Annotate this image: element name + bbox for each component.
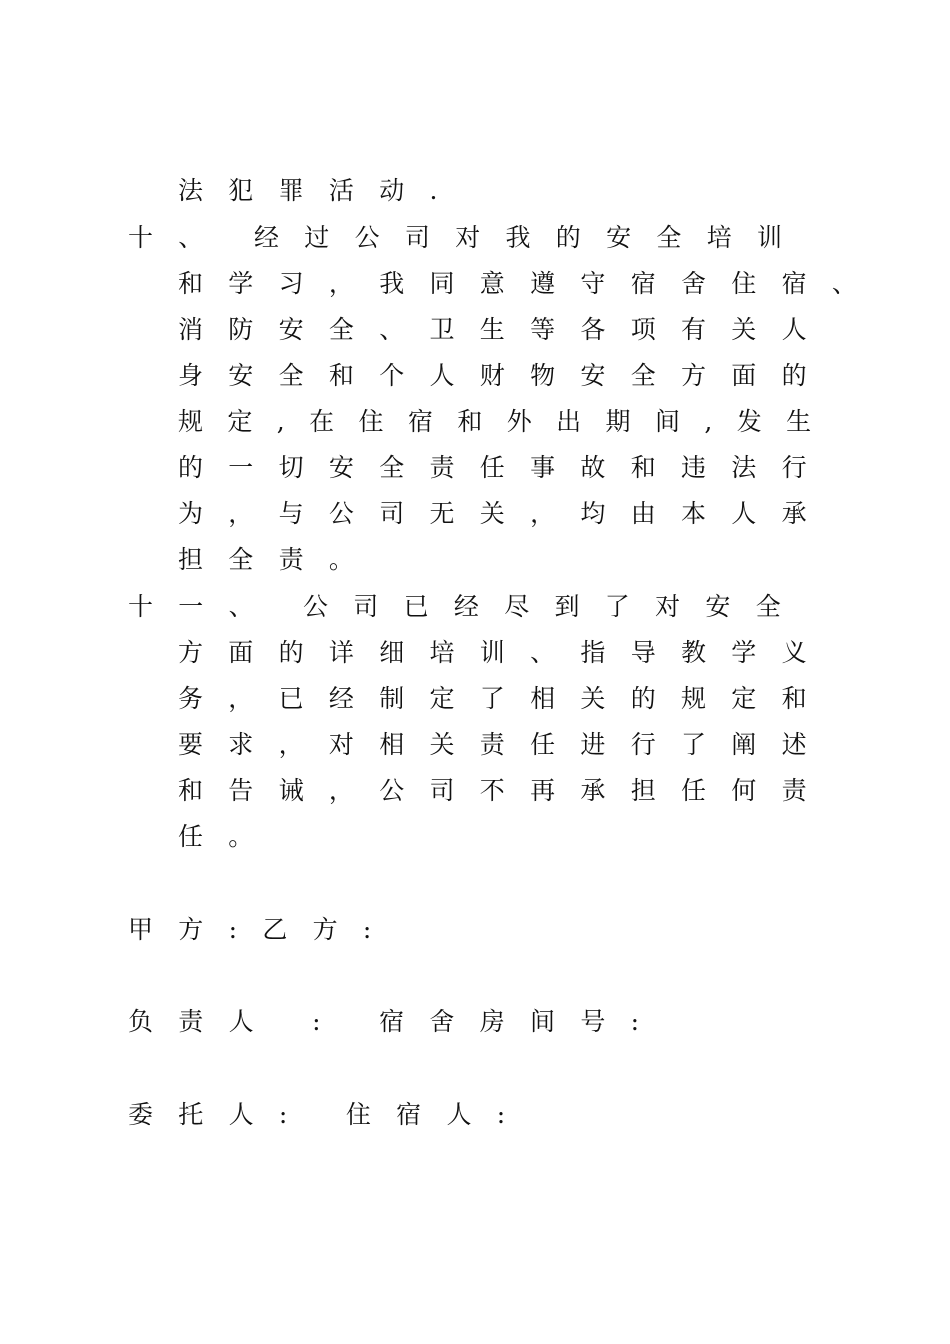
clause-ten-line-4: 身安全和个人财物安全方面的 <box>178 361 832 390</box>
clause-ten-line-2: 和学习，我同意遵守宿舍住宿、 <box>178 269 883 298</box>
clause-ten-line-1: 经过公司对我的安全培训 <box>254 223 808 252</box>
clause-eleven-line-6: 任。 <box>178 822 279 851</box>
clause-eleven-line-2: 方面的详细培训、指导教学义 <box>178 638 832 667</box>
responsible-person-line: 负责人 : 宿舍房间号: <box>128 1007 665 1036</box>
clause-eleven-line-3: 务，已经制定了相关的规定和 <box>178 684 832 713</box>
clause-ten-line-6: 的一切安全责任事故和违法行 <box>178 453 832 482</box>
clause-ten-number: 十、 <box>128 223 229 252</box>
paragraph-nine-end: 法犯罪活动. <box>178 176 463 205</box>
delegate-line: 委托人: 住宿人: <box>128 1100 531 1129</box>
clause-eleven-first-line <box>0 584 950 630</box>
clause-eleven-number: 十一、 <box>128 592 279 621</box>
clause-eleven-line-5: 和告诫，公司不再承担任何责 <box>178 776 832 805</box>
clause-ten-line-5: 规定,在住宿和外出期间,发生 <box>178 407 836 436</box>
clause-ten-line-7: 为，与公司无关，均由本人承 <box>178 499 832 528</box>
party-line: 甲方:乙方: <box>128 915 397 944</box>
clause-ten-line-3: 消防安全、卫生等各项有关人 <box>178 315 832 344</box>
clause-ten-line-8: 担全责。 <box>178 545 380 574</box>
clause-ten-first-line <box>0 215 950 261</box>
clause-eleven-line-4: 要求，对相关责任进行了阐述 <box>178 730 832 759</box>
clause-eleven-line-1: 公司已经尽到了对安全 <box>303 592 807 621</box>
